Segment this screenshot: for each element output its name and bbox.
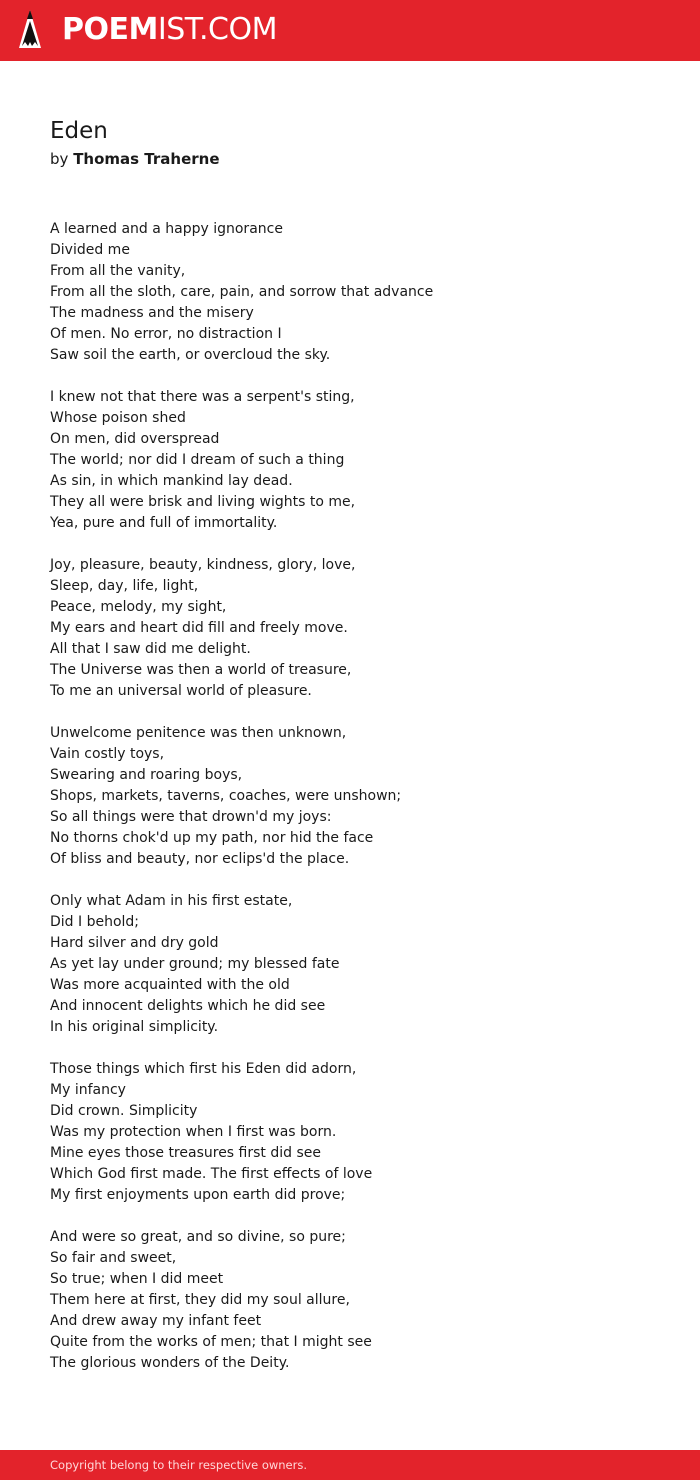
poem-line: And were so great, and so divine, so pure;	[50, 1229, 346, 1245]
poem-line: Saw soil the earth, or overcloud the sky.	[50, 347, 331, 363]
poem-line: My ears and heart did fill and freely move.	[50, 620, 348, 636]
poem-line: Shops, markets, taverns, coaches, were unshown;	[50, 788, 402, 804]
stanza	[50, 1227, 670, 1374]
poem-byline	[50, 148, 220, 170]
poem-line: To me an universal world of pleasure.	[50, 683, 312, 699]
site-footer	[0, 1450, 700, 1480]
poem-line: So true; when I did meet	[50, 1271, 224, 1287]
poem-line: Sleep, day, life, light,	[50, 578, 199, 594]
poem-line: Only what Adam in his first estate,	[50, 893, 293, 909]
poem-line: No thorns chok'd up my path, nor hid the face	[50, 830, 374, 846]
poem-author: Thomas Traherne	[73, 150, 220, 168]
poem-line: On men, did overspread	[50, 431, 220, 447]
poem-line: Whose poison shed	[50, 410, 186, 426]
poem-line: Hard silver and dry gold	[50, 935, 219, 951]
stanza	[50, 891, 670, 1038]
poem-line: Unwelcome penitence was then unknown,	[50, 725, 347, 741]
poem-line: As sin, in which mankind lay dead.	[50, 473, 293, 489]
poem-title: Eden	[50, 118, 108, 144]
poem-line: My first enjoyments upon earth did prove;	[50, 1187, 346, 1203]
poem-line: Of men. No error, no distraction I	[50, 326, 282, 342]
poem-line: Did I behold;	[50, 914, 140, 930]
poem-line: The world; nor did I dream of such a thing	[50, 452, 345, 468]
stanza	[50, 723, 670, 870]
poem-line: Divided me	[50, 242, 130, 258]
poem-line: And drew away my infant feet	[50, 1313, 262, 1329]
poem-line: The glorious wonders of the Deity.	[50, 1355, 290, 1371]
poem-line: From all the sloth, care, pain, and sorrow that advance	[50, 284, 434, 300]
poem-line: Those things which first his Eden did adorn,	[50, 1061, 357, 1077]
brand-light-text: IST.COM	[157, 12, 277, 47]
poem-body	[50, 219, 670, 1395]
poem-line: My infancy	[50, 1082, 126, 1098]
poem-line: All that I saw did me delight.	[50, 641, 251, 657]
poem-line: A learned and a happy ignorance	[50, 221, 283, 237]
poem-line: So fair and sweet,	[50, 1250, 177, 1266]
poem-line: As yet lay under ground; my blessed fate	[50, 956, 340, 972]
stanza	[50, 555, 670, 702]
poem-line: Peace, melody, my sight,	[50, 599, 227, 615]
poem-line: Vain costly toys,	[50, 746, 165, 762]
poem-line: Swearing and roaring boys,	[50, 767, 243, 783]
poem-line: Them here at first, they did my soul allure,	[50, 1292, 350, 1308]
poem-line: Of bliss and beauty, nor eclips'd the place.	[50, 851, 350, 867]
poem-line: Mine eyes those treasures first did see	[50, 1145, 321, 1161]
poem-line: Was more acquainted with the old	[50, 977, 290, 993]
poem-line: They all were brisk and living wights to me,	[50, 494, 356, 510]
stanza	[50, 219, 670, 366]
poem-line: The Universe was then a world of treasure,	[50, 662, 352, 678]
site-logo-link[interactable]	[62, 10, 277, 50]
poem-line: I knew not that there was a serpent's sting,	[50, 389, 355, 405]
poem-line: Yea, pure and full of immortality.	[50, 515, 278, 531]
pencil-logo-icon[interactable]	[17, 9, 43, 51]
poem-line: Was my protection when I first was born.	[50, 1124, 337, 1140]
stanza	[50, 1059, 670, 1206]
brand-bold-text: POEM	[62, 12, 158, 47]
poem-line: From all the vanity,	[50, 263, 186, 279]
by-label: by	[50, 150, 69, 168]
poem-line: The madness and the misery	[50, 305, 254, 321]
poem-line: And innocent delights which he did see	[50, 998, 326, 1014]
poem-line: So all things were that drown'd my joys:	[50, 809, 332, 825]
stanza	[50, 387, 670, 534]
poem-line: Which God first made. The first effects of love	[50, 1166, 373, 1182]
poem-line: Quite from the works of men; that I might see	[50, 1334, 372, 1350]
poem-line: Joy, pleasure, beauty, kindness, glory, love,	[50, 557, 356, 573]
site-header	[0, 0, 700, 61]
poem-line: Did crown. Simplicity	[50, 1103, 198, 1119]
copyright-notice: Copyright belong to their respective owners.	[50, 1458, 308, 1472]
poem-line: In his original simplicity.	[50, 1019, 219, 1035]
